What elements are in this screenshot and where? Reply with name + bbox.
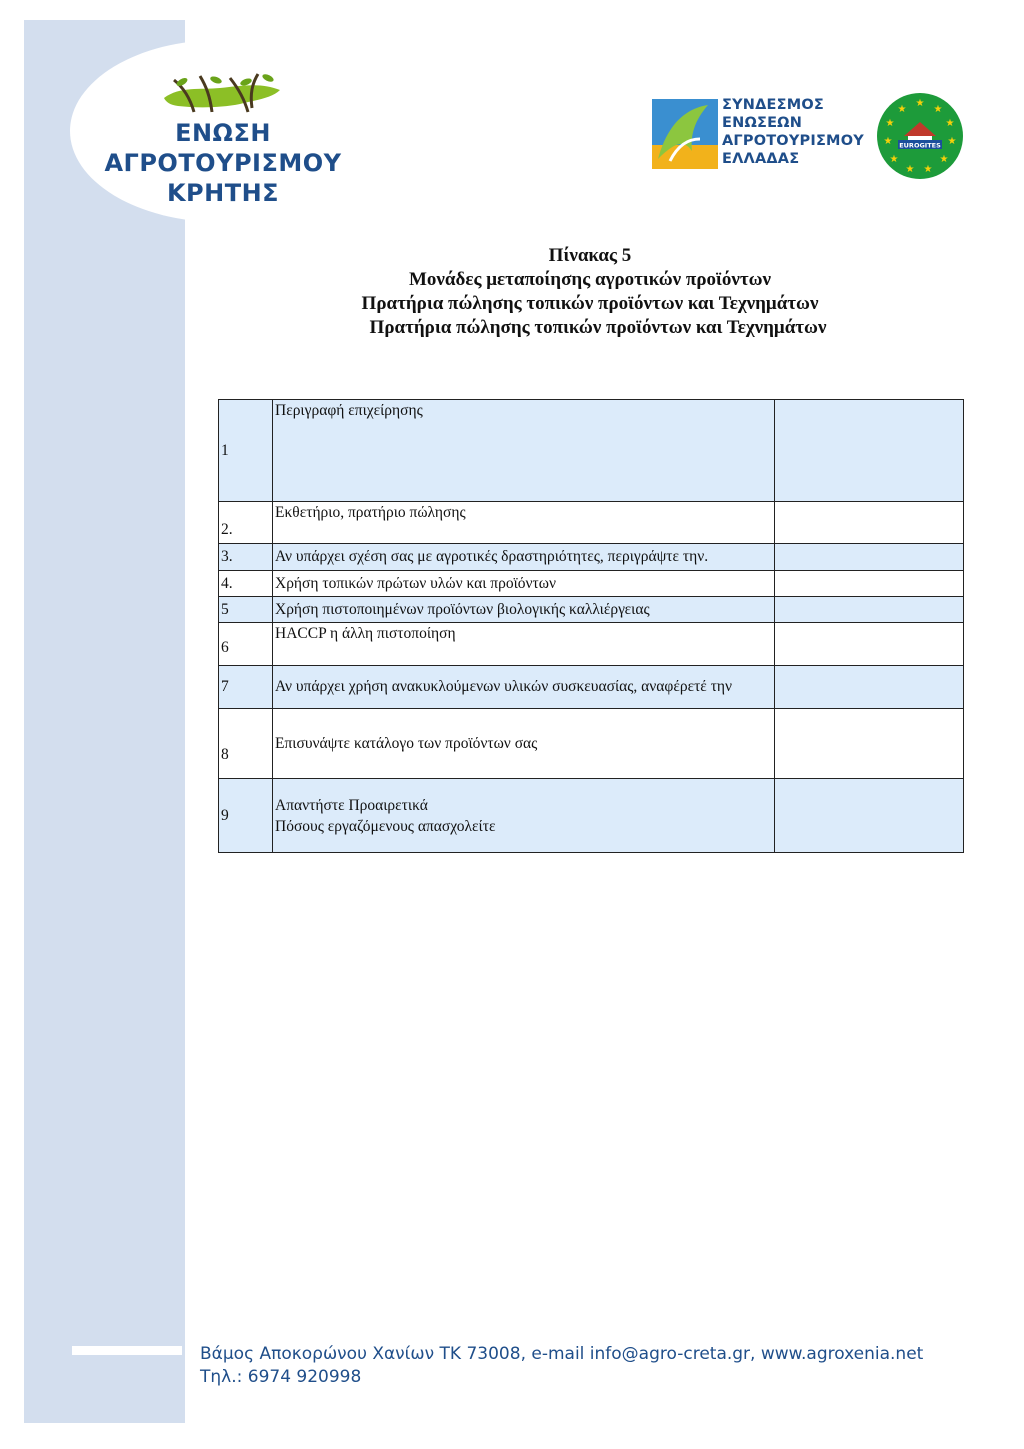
row-description: Εκθετήριο, πρατήριο πώλησης [273, 502, 775, 544]
table-row [219, 502, 964, 544]
subtitle: Μονάδες μεταποίησης αγροτικών προϊόντων [408, 269, 772, 290]
answer-cell[interactable] [775, 571, 964, 597]
footer-address: Βάμος Αποκορώνου Χανίων ΤΚ 73008, e-mail info@agro-creta.gr, www.agroxenia.net [200, 1344, 924, 1364]
association-name [722, 96, 864, 168]
table-row [219, 709, 964, 779]
svg-text:★: ★ [923, 164, 933, 175]
answer-cell[interactable] [775, 502, 964, 544]
svg-text:★: ★ [883, 136, 893, 147]
svg-text:★: ★ [933, 104, 943, 115]
row-number: 7 [219, 666, 273, 709]
row-description: Αν υπάρχει σχέση σας με αγροτικές δραστηριότητες, περιγράψτε την. [273, 544, 775, 571]
svg-text:★: ★ [947, 136, 957, 147]
footer-contact [200, 1343, 923, 1389]
logo-line: ΑΓΡΟΤΟΥΡΙΣΜΟΥ [104, 149, 342, 177]
answer-cell[interactable] [775, 544, 964, 571]
row-description: Αν υπάρχει χρήση ανακυκλούμενων υλικών συσκευασίας, αναφέρετέ την [273, 666, 775, 709]
row-number: 9 [219, 779, 273, 853]
page-title-block [300, 244, 880, 340]
logo-line: ΕΝΩΣΗ [175, 119, 271, 147]
answer-cell[interactable] [775, 779, 964, 853]
row-number: 1 [219, 400, 273, 502]
answer-cell[interactable] [775, 666, 964, 709]
svg-text:★: ★ [889, 154, 899, 165]
answer-cell[interactable] [775, 623, 964, 666]
association-line: ΑΓΡΟΤΟΥΡΙΣΜΟΥ [722, 133, 864, 149]
footer-phone: Τηλ.: 6974 920998 [200, 1367, 362, 1387]
table-title: Πίνακας 5 [548, 245, 632, 266]
association-line: ΕΛΛΑΔΑΣ [722, 151, 800, 167]
footer-divider [72, 1346, 182, 1355]
subtitle: Πρατήρια πώλησης τοπικών προϊόντων και Τεχνημάτων [361, 293, 819, 314]
association-line: ΣΥΝΔΕΣΜΟΣ [722, 97, 825, 113]
row-description: Χρήση πιστοποιημένων προϊόντων βιολογικής καλλιέργειας [273, 597, 775, 623]
svg-text:★: ★ [897, 104, 907, 115]
row-description-line: Απαντήστε Προαιρετικά [275, 796, 428, 814]
row-description: Χρήση τοπικών πρώτων υλών και προϊόντων [273, 571, 775, 597]
table-row [219, 623, 964, 666]
svg-text:★: ★ [885, 118, 895, 129]
row-number: 4. [219, 571, 273, 597]
table-row [219, 597, 964, 623]
answer-cell[interactable] [775, 400, 964, 502]
row-number: 5 [219, 597, 273, 623]
left-decorative-band [24, 20, 185, 1423]
svg-text:★: ★ [905, 164, 915, 175]
row-description-line: Πόσους εργαζόμενους απασχολείτε [275, 817, 496, 835]
row-description: Περιγραφή επιχείρησης [273, 400, 775, 502]
svg-text:★: ★ [939, 154, 949, 165]
association-line: ΕΝΩΣΕΩΝ [722, 115, 803, 131]
answer-cell[interactable] [775, 709, 964, 779]
row-number: 6 [219, 623, 273, 666]
table-row [219, 544, 964, 571]
row-description: Επισυνάψτε κατάλογο των προϊόντων σας [273, 709, 775, 779]
table-row [219, 779, 964, 853]
table-row [219, 666, 964, 709]
svg-text:★: ★ [915, 98, 925, 109]
association-logo-icon [652, 99, 718, 169]
table-row [219, 400, 964, 502]
business-info-table [218, 399, 964, 853]
row-number: 3. [219, 544, 273, 571]
union-logo-text [88, 118, 358, 208]
row-description [273, 779, 775, 853]
svg-text:★: ★ [945, 118, 955, 129]
eurogites-badge-icon [876, 92, 964, 180]
table-row [219, 571, 964, 597]
badge-text: EUROGITES [899, 141, 941, 150]
logo-line: ΚΡΗΤΗΣ [166, 179, 280, 207]
subtitle: Πρατήρια πώλησης τοπικών προϊόντων και Τεχνημάτων [369, 317, 827, 338]
row-description: HACCP η άλλη πιστοποίηση [273, 623, 775, 666]
answer-cell[interactable] [775, 597, 964, 623]
crete-olive-logo-icon [160, 68, 284, 120]
row-number: 2. [219, 502, 273, 544]
row-number: 8 [219, 709, 273, 779]
